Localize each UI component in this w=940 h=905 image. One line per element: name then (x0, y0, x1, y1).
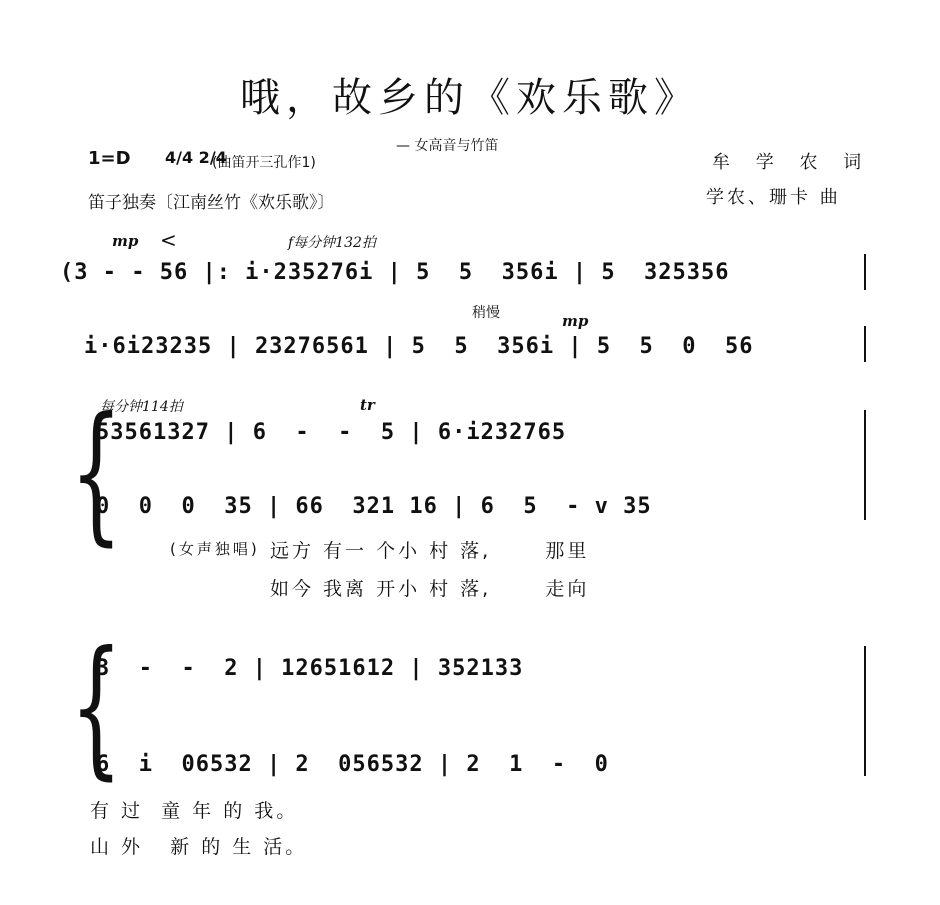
score-line-3-voice: 0 0 0 35 | 66 321 16 | 6 5 - v 35 (96, 494, 652, 519)
subtitle: — 女高音与竹笛 (396, 138, 499, 154)
tempo-marking: f每分钟132拍 (288, 235, 376, 251)
system-brace-2: { (70, 620, 123, 794)
dynamic-mp-2: mp (562, 312, 589, 330)
barline-end-2 (864, 326, 866, 362)
barline-end-3 (864, 410, 866, 520)
piece-description: 笛子独奏〔江南丝竹《欢乐歌》〕 (88, 193, 335, 213)
lyricist-credit: 牟 学 农 词 (712, 152, 872, 173)
score-line-2: i·6i23235 | 23276561 | 5 5 356i | 5 5 0 56 (84, 334, 754, 359)
score-line-1: (3 - - 56 |: i·235276i | 5 5 356i | 5 325356 (60, 260, 730, 285)
instrument-note: (曲笛开三孔作1) (212, 155, 316, 171)
trill-mark: tr (360, 396, 375, 414)
lyric-verse-2-end: 山 外 新 的 生 活。 (90, 836, 308, 858)
dynamic-mp: mp (112, 232, 139, 250)
score-line-3-flute: 53561327 | 6 - - 5 | 6·i232765 (96, 420, 567, 445)
composer-credit: 学农、珊卡 曲 (706, 187, 841, 208)
slower-marking: 稍慢 (472, 305, 500, 321)
crescendo-mark: < (160, 228, 177, 252)
singer-label: (女声独唱) (170, 540, 260, 558)
page-title: 哦，故乡的《欢乐歌》 (240, 75, 700, 121)
lyric-verse-1: 远方 有一 个小 村 落, 那里 (270, 540, 590, 562)
score-line-4-flute: 3 - - 2 | 12651612 | 352133 (96, 656, 524, 681)
lyric-verse-1-end: 有 过 童 年 的 我。 (90, 800, 299, 822)
lyric-verse-2: 如今 我离 开小 村 落, 走向 (270, 578, 590, 600)
barline-end-4 (864, 646, 866, 776)
score-line-4-voice: 6 i 06532 | 2 056532 | 2 1 - 0 (96, 752, 609, 777)
time-signature: 4/4 2/4 (165, 148, 227, 167)
system-brace-1: { (70, 386, 123, 560)
barline-end-1 (864, 254, 866, 290)
tempo-marking-2: 每分钟114拍 (100, 399, 183, 415)
key-signature: 1=D (88, 148, 131, 169)
